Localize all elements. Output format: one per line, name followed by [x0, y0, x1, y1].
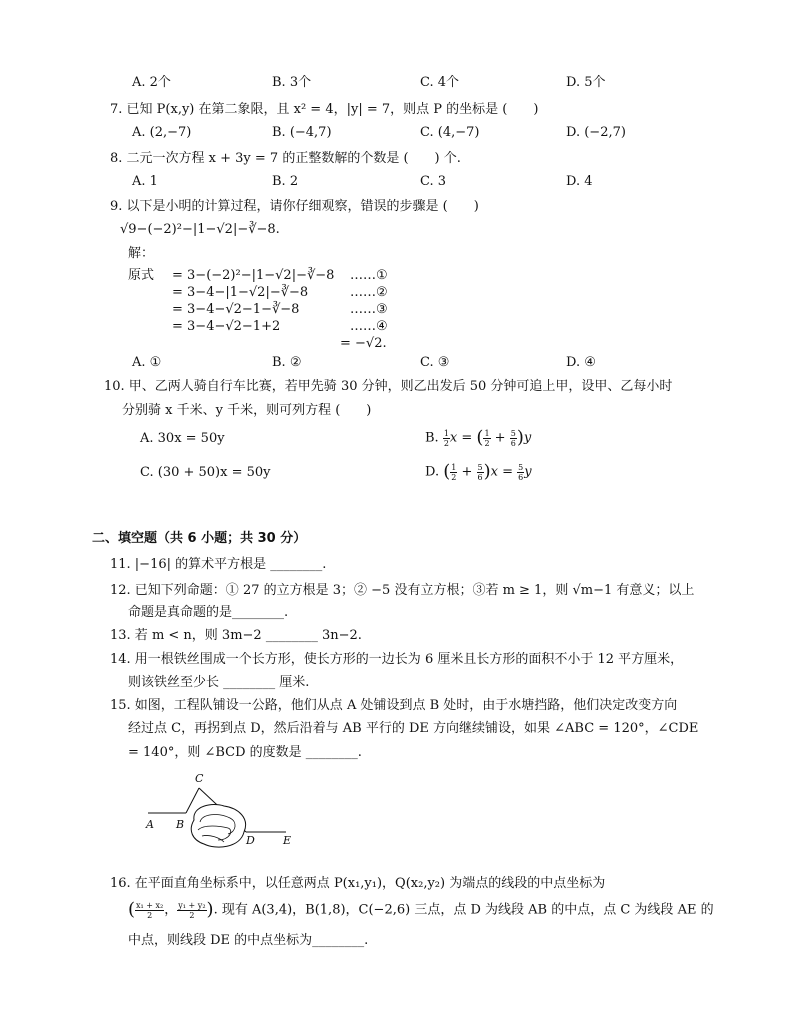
q6-option-d: D. 5个	[566, 75, 606, 90]
q8-option-c: C. 3	[420, 174, 447, 189]
q9-original-label: 原式	[128, 268, 155, 283]
q10-d-frac-five-sixth-2: $\frac{5}{6}$	[518, 462, 524, 482]
q7-option-c: C. (4,−7)	[420, 125, 480, 140]
q15-line-2: 经过点 C，再拐到点 D，然后沿着与 AB 平行的 DE 方向继续铺设，如果 ∠ABC = 120°，∠CDE	[128, 721, 699, 736]
q9-marker-4: ……④	[350, 319, 388, 334]
q10-option-a: A. 30x = 50y	[140, 431, 225, 446]
q6-option-a: A. 2个	[132, 75, 171, 90]
label-e: E	[283, 834, 292, 847]
q10-option-b-label: B.	[425, 430, 439, 446]
q10-d-frac-five-sixth: $\frac{5}{6}$	[477, 462, 483, 482]
label-d: D	[246, 834, 255, 847]
q7-option-a: A. (2,−7)	[132, 125, 192, 140]
figure-svg	[140, 776, 300, 848]
q9-option-c: C. ③	[420, 355, 450, 370]
q8-stem: 8. 二元一次方程 x + 3y = 7 的正整数解的个数是 ( ) 个.	[110, 151, 461, 166]
q16-frac-x: $\frac{\text{x₁ + x₂}}{2}$	[136, 900, 164, 920]
q10-b-frac-half-2: $\frac{1}{2}$	[484, 428, 490, 448]
q6-option-c: C. 4个	[420, 75, 460, 90]
pond-outline	[191, 805, 245, 848]
q10-option-c: C. (30 + 50)x = 50y	[140, 465, 271, 480]
q6-option-b: B. 3个	[272, 75, 312, 90]
q10-option-b: B. $\frac{1}{2}$ x = ( $\frac{1}{2}$ + $\frac{5}{6}$ )y	[425, 427, 532, 448]
q9-final: = −√2.	[340, 336, 387, 351]
q13: 13. 若 m < n，则 3m−2 ________ 3n−2.	[110, 628, 362, 643]
q9-step-4: = 3−4−√2−1+2	[172, 319, 281, 334]
q9-option-b: B. ②	[272, 355, 302, 370]
q16-line-2: ( $\frac{\text{x₁ + x₂}}{2}$ ， $\frac{\text{y₁ + y₂}}{2}$ ). 现有 A(3,4)，B(1,8)，C(−2,6) 三点，点 D 为线段 AB 的中点，点 C 为线段 AE 的	[128, 899, 714, 920]
q12-line-1: 12. 已知下列命题：① 27 的立方根是 3；② −5 没有立方根；③若 m ≥ 1，则 √m−1 有意义；以上	[110, 583, 695, 598]
q14-line-1: 14. 用一根铁丝围成一个长方形，使长方形的一边长为 6 厘米且长方形的面积不小于 12 平方厘米，	[110, 652, 684, 667]
q9-marker-3: ……③	[350, 302, 388, 317]
q9-step-2: = 3−4−|1−√2|−∛−8	[172, 285, 309, 300]
q9-marker-1: ……①	[350, 268, 388, 283]
q16-line-3: 中点，则线段 DE 的中点坐标为________.	[128, 933, 369, 948]
q10-option-d: D. ( $\frac{1}{2}$ + $\frac{5}{6}$ )x = $\frac{5}{6}$ y	[425, 461, 532, 482]
q10-stem-line-2: 分别骑 x 千米、y 千米，则可列方程 ( )	[122, 403, 372, 418]
label-b: B	[176, 818, 185, 831]
q9-marker-2: ……②	[350, 285, 388, 300]
section-2-title: 二、填空题（共 6 小题；共 30 分）	[92, 531, 307, 546]
q7-option-b: B. (−4,7)	[272, 125, 332, 140]
q10-option-d-label: D.	[425, 464, 440, 480]
q10-b-frac-half: $\frac{1}{2}$	[443, 428, 449, 448]
q9-step-1: = 3−(−2)²−|1−√2|−∛−8	[172, 268, 335, 283]
q10-d-frac-half: $\frac{1}{2}$	[451, 462, 457, 482]
q16-frac-y: $\frac{\text{y₁ + y₂}}{2}$	[178, 900, 206, 920]
q7-option-d: D. (−2,7)	[566, 125, 626, 140]
q9-stem: 9. 以下是小明的计算过程，请你仔细观察，错误的步骤是 ( )	[110, 199, 479, 214]
q16-line-1: 16. 在平面直角坐标系中，以任意两点 P(x₁,y₁)，Q(x₂,y₂) 为端点的线段的中点坐标为	[110, 876, 606, 891]
q14-line-2: 则该铁丝至少长 ________ 厘米.	[128, 675, 310, 690]
q9-option-a: A. ①	[132, 355, 162, 370]
q9-expression: √9−(−2)²−|1−√2|−∛−8.	[120, 222, 280, 237]
q15-line-3: = 140°，则 ∠BCD 的度数是 ________.	[128, 745, 362, 760]
q8-option-d: D. 4	[566, 174, 593, 189]
label-c: C	[195, 772, 204, 785]
q10-b-frac-five-sixth: $\frac{5}{6}$	[510, 428, 516, 448]
q9-step-3: = 3−4−√2−1−∛−8	[172, 302, 300, 317]
road-pond-figure	[140, 772, 300, 852]
q8-option-b: B. 2	[272, 174, 299, 189]
q9-solution-label: 解：	[128, 246, 155, 261]
q10-stem-line-1: 10. 甲、乙两人骑自行车比赛，若甲先骑 30 分钟，则乙出发后 50 分钟可追上甲，设甲、乙每小时	[104, 379, 673, 394]
q8-option-a: A. 1	[132, 174, 158, 189]
segment-bc	[186, 788, 199, 813]
q7-stem: 7. 已知 P(x,y) 在第二象限，且 x² = 4，|y| = 7，则点 P 的坐标是 ( )	[110, 102, 539, 117]
q15-line-1: 15. 如图，工程队铺设一公路，他们从点 A 处铺设到点 B 处时，由于水塘挡路，他们决定改变方向	[110, 698, 678, 713]
q11: 11. |−16| 的算术平方根是 ________.	[110, 557, 327, 572]
label-a: A	[146, 818, 154, 831]
q12-line-2: 命题是真命题的是________.	[128, 605, 289, 620]
q9-option-d: D. ④	[566, 355, 596, 370]
